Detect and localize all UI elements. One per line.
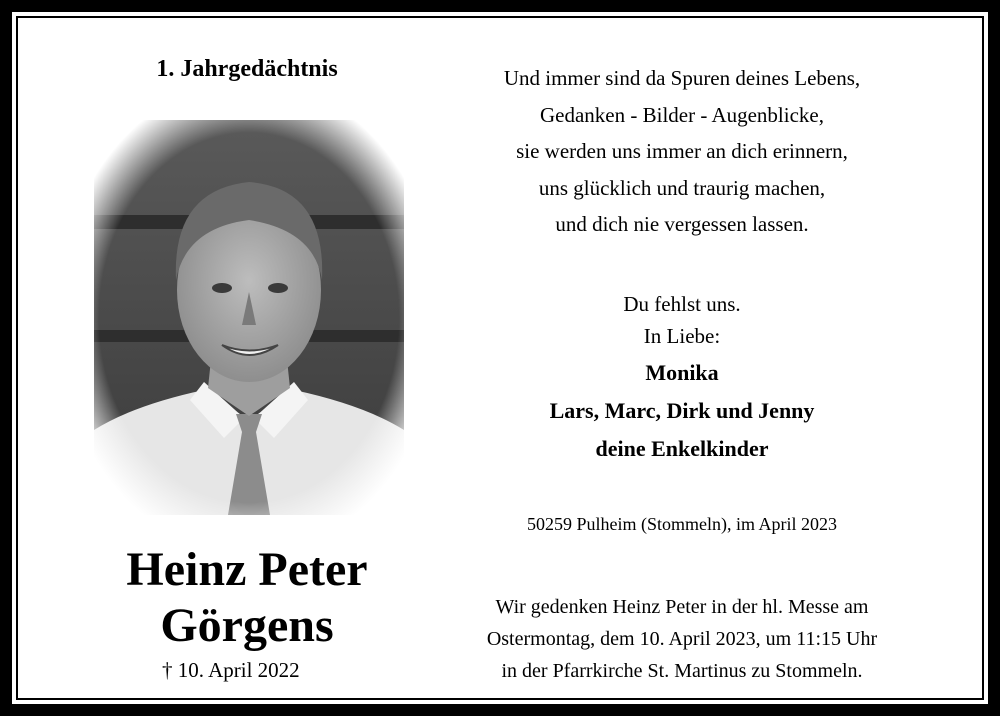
- poem-line: Und immer sind da Spuren deines Lebens,: [503, 66, 861, 90]
- anniversary-heading: 1. Jahrgedächtnis: [156, 56, 338, 82]
- poem-line: und dich nie vergessen lassen.: [555, 212, 809, 236]
- death-date: † 10. April 2022: [162, 658, 300, 682]
- miss-you-block: [442, 288, 922, 352]
- name-last: Görgens: [160, 599, 334, 652]
- deceased-name: [12, 542, 482, 654]
- poem-line: uns glücklich und traurig machen,: [538, 175, 826, 200]
- mass-notice: [442, 591, 922, 687]
- portrait-photo: [94, 120, 404, 515]
- poem-line: Gedanken - Bilder - Augenblicke,: [540, 102, 824, 127]
- family-line: deine Enkelkinder: [595, 436, 769, 461]
- mass-line: in der Pfarrkirche St. Martinus zu Stommeln.: [501, 660, 863, 682]
- family-line: Lars, Marc, Dirk und Jenny: [549, 398, 815, 423]
- family-names: [442, 354, 922, 468]
- family-line: Monika: [645, 360, 719, 385]
- poem: [442, 60, 922, 243]
- miss-you-text: Du fehlst uns.: [623, 292, 741, 316]
- name-first: Heinz Peter: [126, 543, 368, 596]
- place-date: 50259 Pulheim (Stommeln), im April 2023: [527, 514, 837, 534]
- poem-line: sie werden uns immer an dich erinnern,: [516, 139, 848, 163]
- mass-line: Wir gedenken Heinz Peter in der hl. Messe am: [495, 596, 869, 618]
- mass-line: Ostermontag, dem 10. April 2023, um 11:15 Uhr: [486, 628, 878, 650]
- in-love-text: In Liebe:: [643, 324, 721, 348]
